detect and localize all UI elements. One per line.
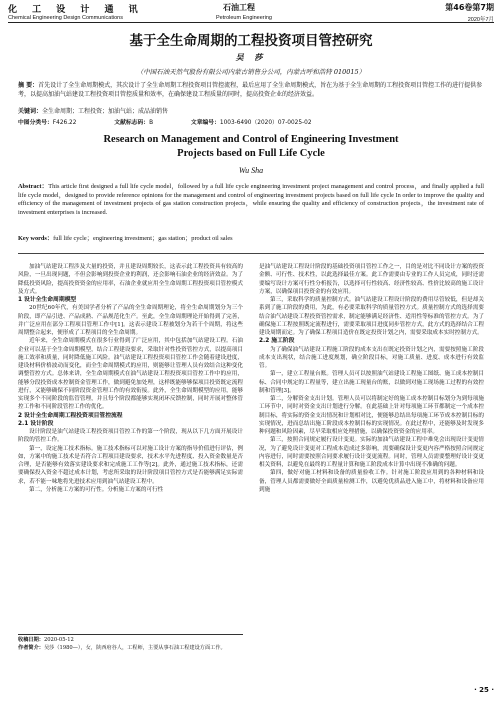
keywords-text: 全生命周期；工程投资；加油气站；成品油销售 [42, 108, 169, 115]
keywords-label: 关键词： [18, 108, 43, 115]
paragraph: 第二，分解资金支出计划。管理人员可以将制定好的施工成本控制目标划分为到每项施工环节中，同时对资金支出计划进行分解。在此基础上针对每项施工环节都制定一个成本控制目标，将实际的资金支出情况和计划相对比，便能够总结出每项施工环节成本控制目标的实现情况，进而总结出施工阶段成本控制目标的实现情况。在此过程中，还能够及时发现多种问题和风险因素，尽早采取相应处理措施，以确保投资资金的应用率。 [259, 396, 484, 435]
english-abstract [18, 183, 484, 217]
affiliation: （中国石油天然气股份有限公司内蒙古销售分公司，内蒙古呼和浩特 010015） [136, 68, 366, 76]
english-abstract-label: Abstract： [18, 183, 49, 190]
section-rule [18, 253, 484, 254]
section-heading: 2 设计全生命周期工程投资项目管控流程 [18, 412, 123, 419]
paragraph: 第三，按照合同规定履行设计变更。实际的加油气站建设工程中难免会出现设计变更情况，为了避免设计变更对工程成本造成过多影响，需要确保设计变更内容严格按照合同规定内容进行，同时需要按照合同要求履行设计变更流程。同时，管理人员需要整理好设计变更相关资料，以避免在最终的工程量计算和施工阶段成本计算中出现不准确的问题。 [259, 437, 484, 468]
subsection-heading: 2.1 设计阶段 [18, 420, 54, 427]
paragraph: 第三，采取科学的质量控制方式。油气站建设工程设计阶段的费用尽管较低，但是却关系到了施工阶段的费用，为此，有必要采取科学的质量管控方式。质量控制方式的选择需要结合油气站建设工程投资管控需求，制定能够满足经济性、适用性等标准的管控方式。为了确保施工工程按照既定流程进行，需要采取项目进度同步管控方式，此方式的选择结合工程建设周期而定。为了确保工程项目造价在既定投资计划之内，需要采取成本实时控制方式。 [259, 297, 484, 336]
paragraph: 是油气站建设工程设计阶段的基础投资项目管控工作之一，目的是对比不同设计方案的投资金额、可行性、技术性，以此选择最佳方案。此工作需要由专业的工作人员完成，同时还需要编写设计方案可行性分析报告，以选择可行性较高、经济性较高、性价比较高的施工设计方案，以确保项目投资金的有效应用。 [259, 264, 484, 295]
running-header [0, 2, 502, 28]
author-bio-label: 作者简介： [18, 644, 44, 651]
english-keywords [18, 235, 484, 244]
article-id-label: 文章编号： [190, 120, 220, 126]
paragraph: 加油气站建设工程涉及大量的投资，并且建设周期较长，这表示此工程投资具有较高的风险，一旦出现问题，不但会影响到投资企业的利润，还会影响石油企业的经济效益。为了降低投资风险，提高投资资金的应用率，石油企业就应用全生命周期工程投资项目管控模式及方式。 [18, 264, 243, 295]
english-title [0, 133, 502, 161]
body-left-column [18, 263, 243, 494]
keywords-cn [18, 108, 484, 117]
classification-line [18, 117, 348, 126]
received-label: 收稿日期： [18, 637, 44, 643]
received-date: 2020-05-12 [43, 637, 74, 643]
abstract-cn [18, 82, 484, 100]
english-keywords-label: Key words： [18, 235, 54, 242]
article-id-value: 1003-6490（2020）07-0025-02 [219, 120, 312, 126]
paragraph: 20世纪60年代，有美国学者分析了产品的全生命周期理论，将全生命周期划分为三个阶段，即产品引进、产品成熟、产品规范化生产。至此，全生命周期理论开始得到了完善，并广泛应用在部分工程项目管理工作中[1]。这表示建设工程被划分为若干个周期，将这些周期整合起来，便形成了工程项目的全生命周期。 [18, 305, 243, 336]
english-abstract-text: This article first designed a full life cycle model，followed by a full life cycle engineering investment project management and control process，and finally applied a full life cycle model，designed to provide reference opinions for the management and control of engineering investment projects based on full life cycle In order to improve the quality and efficiency of the management of investment projects of gas station construction projects，while ensuring the quality and efficiency of construction projects，the investment rate of investment enterprises is increased. [18, 183, 485, 216]
paragraph: 第一，设定施工技术指标。施工技术指标可以对施工设计方案的指导价值进行评估，例如，方案中的施工技术是否符合工程项目建设要求，技术水平先进程度、投入资金数量是否合理，是否能够有效落实建设要求和完成施工工作等[2]。此外，通过施工技术指标，还需要确保投入资金不超过成本计划，考虑所采取的设计阶段项目管控方式是否能够满足实际需求，若不能一味地将先进技术应用到油气站建设工程中。 [18, 445, 243, 485]
paragraph: 为了确保油气站建设工程施工阶段的成本支出在既定投资计划之内，需要按照施工阶段成本支出现状，结合施工进度规划，确立阶段目标，对施工质量、进度、成本进行有效监管。 [259, 346, 484, 369]
section-heading: 1 设计全生命周期模型 [18, 297, 77, 303]
english-title-line1: Research on Management and Control of Engineering Investment [103, 134, 399, 145]
paragraph: 第二，分析施工方案的可行性。分析施工方案的可行性 [29, 486, 164, 493]
clc-value: F426.22 [52, 120, 77, 126]
category-cn: 石油工程 [223, 3, 255, 12]
english-author: Wu Sha [238, 166, 264, 175]
author-bio: 吴莎（1980—），女，陕西府谷人，工程师，主要从事石油工程建设方面工作。 [43, 644, 226, 651]
footnote [18, 634, 243, 652]
page-number: · 25 · [474, 686, 494, 694]
paragraph: 第一，建立工程量台账。管理人员可以按照油气站建设工程施工图纸、施工成本控制目标、合同中规定的工程量等，建立出施工现量台的账，以做到对施工现场施工过程的有效控制和管理[3]。 [259, 371, 484, 394]
abstract-text: 首先设计了全生命周期模式，其次设计了全生命周期工程投资项目管控流程，最后应用了全生命周期模式，旨在为基于全生命周期的工程投资项目管控工作的进行提供参考，以提高加油气站建设工程投资项目管控质量和效率，在确保建设工程质量的同时，提高投资企业的经济效益。 [18, 82, 483, 98]
header-rule [8, 22, 494, 23]
clc-label: 中图分类号： [18, 120, 53, 126]
paragraph: 近年来，全生命周期模式在很多行业得到了广泛应用，其中包括加气站建设工程。石油企业可以基于全生命周期模型，结合工程建设要求，采取针对性投资管控方式，以提高项目施工效率和质量，同时降低施工风险。油气站建设工程投资项目管控工作会随着建设进度，建设材料价格波动而变化，而全生命周期模式的应用，则能够让管理人员有效结合这种变化调整管控方式。总体来讲，全生命周期模式在油气站建设工程投资项目管控工作中的应用，能够分段投资成本控制资金管理工作，做到避免加处理，这样既能够够保项目投资既定流程进行，又能够确保不同阶段资金管理工作的有效衔接。此外，全生命周期模型的应用，能够实现多个不同阶段的监管管理，并且每个阶段都能够实现闭环反馈控制，同时开展对整体管控工作和不同阶段管控工作的优化。 [18, 338, 243, 411]
paragraph: 设计阶段是油气站建设工程投资项目管控工作的第一个阶段，现从以下几方面开展设计阶段的管控工作。 [18, 429, 243, 444]
issue-date: 2020年7月 [467, 17, 494, 23]
volume-issue: 第46卷第7期 [445, 3, 494, 12]
body-right-column [259, 263, 484, 494]
abstract-label: 摘 要： [18, 82, 39, 89]
author-name: 吴 莎 [235, 52, 267, 62]
paper-title: 基于全生命周期的工程投资项目管控研究 [129, 33, 373, 49]
paragraph: 第四，做好对施工材料和设备的质量验收工作。针对施工阶段应用到的各种材料和设备，管理人员都需要做好全面质量检测工作，以避免优质品进入施工中，将材料和设备应用到施 [259, 470, 484, 493]
subsection-heading: 2.2 施工阶段 [259, 338, 295, 345]
journal-name-en: Chemical Engineering Design Communications [8, 15, 123, 21]
english-title-line2: Projects based on Full Life Cycle [177, 148, 325, 159]
doc-code-label: 文献标志码： [114, 120, 150, 126]
category-en: Petroleum Engineering [216, 15, 272, 21]
english-keywords-text: full life cycle；engineering investment；gas station；product oil sales [53, 235, 233, 242]
doc-code-value: B [149, 120, 154, 126]
journal-name-cn: 化 工 设 计 通 讯 [8, 5, 144, 15]
